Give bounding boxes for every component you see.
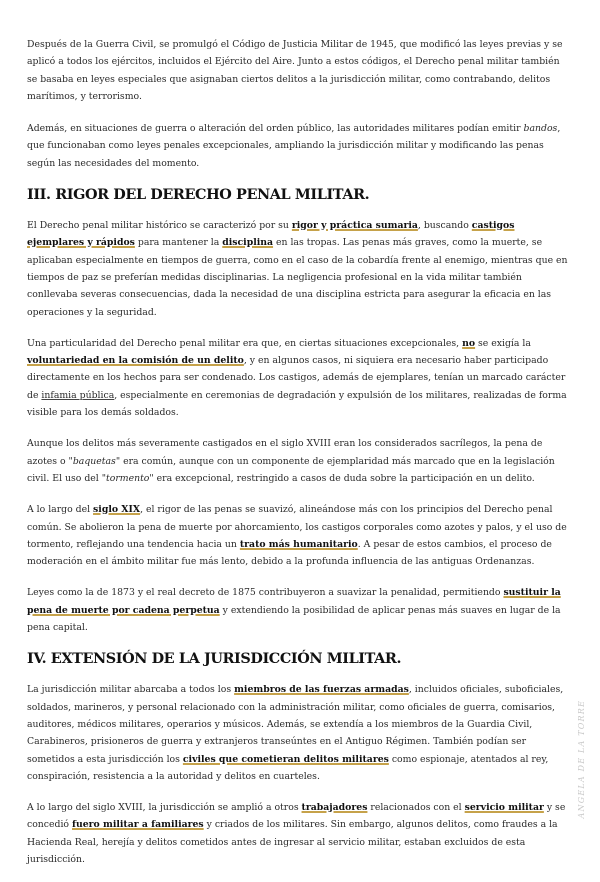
text: A lo largo del siglo XVIII, la jurisdicción se amplió a otros	[27, 802, 302, 814]
text: , incluidos oficiales, suboficiales, soldados, marineros, y personal relacionado con la administración militar, como oficiales de guerra, comisarios, auditores, médicos militares, operarios y músicos. Además, se extendía a los miembros de la Guardia Civil, Carabineros, prisioneros de guerra y extranjeros transeúntes en el Antiguo Régimen. También podían ser sometidos a esta jurisdicción los	[27, 684, 564, 765]
text: , el rigor de las penas se suavizó, alineándose más con los principios del Derecho penal común. Se abolieron la pena de muerte por ahorcamiento, los castigos corporales como azotes y palos, y el uso de tormento, reflejando una tendencia hacia un	[27, 504, 567, 550]
text: El Derecho penal militar histórico se caracterizó por su	[27, 220, 292, 232]
text: y extendiendo la posibilidad de aplicar penas más suaves en lugar de la pena capital.	[27, 604, 561, 634]
text: A lo largo del	[27, 504, 94, 516]
text: y criados de los militares. Sin embargo, algunos delitos, como fraudes a la Hacienda Real, herejía y delitos cometidos antes de ingresar al servicio militar, estaban excluidos de esta jurisdicción.	[27, 819, 558, 865]
text: se exigía la	[475, 337, 531, 349]
text: , y en algunos casos, ni siquiera era necesario haber participado directamente en los hechos para ser condenado. Los castigos, además de ejemplares, tenían un marcado carácter de	[27, 355, 566, 401]
highlight: disciplina	[222, 237, 274, 249]
text: " era excepcional, restringido a casos de duda sobre la participación en un delito.	[149, 472, 535, 484]
paragraph-leyes-1873	[27, 584, 570, 636]
italic-term: bandos	[523, 123, 558, 135]
underlined-term: infamia pública	[41, 389, 115, 401]
paragraph-voluntariedad	[27, 335, 570, 421]
highlight: sustituir la pena de muerte por cadena perpetua	[27, 587, 561, 616]
text: Además, en situaciones de guerra o alteración del orden público, las autoridades militares podían emitir	[27, 123, 524, 135]
highlight: trabajadores	[301, 802, 368, 814]
paragraph-siglo-xix	[27, 501, 570, 570]
text: , buscando	[417, 220, 472, 232]
text: y se concedió	[27, 802, 566, 831]
text: Una particularidad del Derecho penal militar era que, en ciertas situaciones excepcionales,	[27, 337, 463, 349]
paragraph-fuero	[27, 799, 570, 868]
highlight: servicio militar	[464, 802, 544, 814]
highlight: civiles que cometieran delitos militares	[182, 753, 389, 765]
text: , especialmente en ceremonias de degradación y expulsión de los militares, realizadas de forma visible para los demás soldados.	[27, 389, 567, 419]
watermark: ÁNGELA DE LA TORRE	[577, 700, 586, 819]
section-heading-rigor: III. RIGOR DEL DERECHO PENAL MILITAR.	[27, 186, 370, 204]
paragraph-rigor	[27, 217, 570, 321]
highlight: no	[462, 337, 476, 349]
text: Leyes como la de 1873 y el real decreto de 1875 contribuyeron a suavizar la penalidad, permitiendo	[27, 587, 504, 599]
text: para mantener la	[134, 237, 223, 249]
text: , que funcionaban como leyes penales excepcionales, ampliando la jurisdicción militar y modificando las penas según las necesidades del momento.	[27, 123, 561, 169]
highlight: rigor y práctica sumaria	[291, 220, 418, 232]
italic-term: baquetas	[72, 455, 116, 467]
highlight: voluntariedad en la comisión de un delito	[27, 355, 244, 367]
document-page	[27, 36, 570, 882]
text: . A pesar de estos cambios, el proceso de moderación en el ámbito militar fue más lento, debido a la profunda influencia de las antiguas Ordenanzas.	[27, 538, 552, 568]
paragraph-siglo-xviii	[27, 435, 570, 487]
text: La jurisdicción militar abarcaba a todos los	[27, 684, 235, 696]
italic-term: tormento	[105, 472, 150, 484]
text: como espionaje, atentados al rey, conspiración, resistencia a la autoridad y delitos en cuarteles.	[27, 753, 549, 782]
text: Después de la Guerra Civil, se promulgó el Código de Justicia Militar de 1945, que modificó las leyes previas y se aplicó a todos los ejércitos, incluidos el Ejército del Aire. Junto a estos códigos, el Derecho penal militar también se basaba en leyes especiales que asignaban ciertos delitos a la jurisdicción militar, como contrabando, delitos marítimos, y terrorismo.	[27, 39, 563, 102]
highlight: trato más humanitario	[239, 538, 358, 550]
highlight: fuero militar a familiares	[71, 819, 204, 831]
text: relacionados con el	[367, 802, 465, 814]
paragraph-bandos	[27, 120, 570, 172]
text: Aunque los delitos más severamente castigados en el siglo XVIII eran los considerados sacrílegos, la pena de azotes o "	[27, 438, 543, 467]
text: " era común, aunque con un componente de ejemplaridad más marcado que en la legislación civil. El uso del "	[27, 455, 555, 484]
section-heading-extension: IV. EXTENSIÓN DE LA JURISDICCIÓN MILITAR.	[27, 650, 402, 668]
text: en las tropas. Las penas más graves, como la muerte, se aplicaban especialmente en tiempos de guerra, como en el caso de la cobardía frente al enemigo, mientras que en tiempos de paz se preferían medidas disciplinarias. La negligencia profesional en la vida militar también conllevaba severas consecuencias, dada la necesidad de una disciplina estricta para asegurar la eficacia en las operaciones y la seguridad.	[27, 237, 568, 318]
highlight: castigos ejemplares y rápidos	[27, 220, 515, 249]
highlight: siglo XIX	[93, 504, 141, 516]
paragraph-codigo-1945	[27, 36, 570, 105]
highlight: miembros de las fuerzas armadas	[234, 684, 409, 696]
paragraph-jurisdiccion	[27, 681, 570, 785]
